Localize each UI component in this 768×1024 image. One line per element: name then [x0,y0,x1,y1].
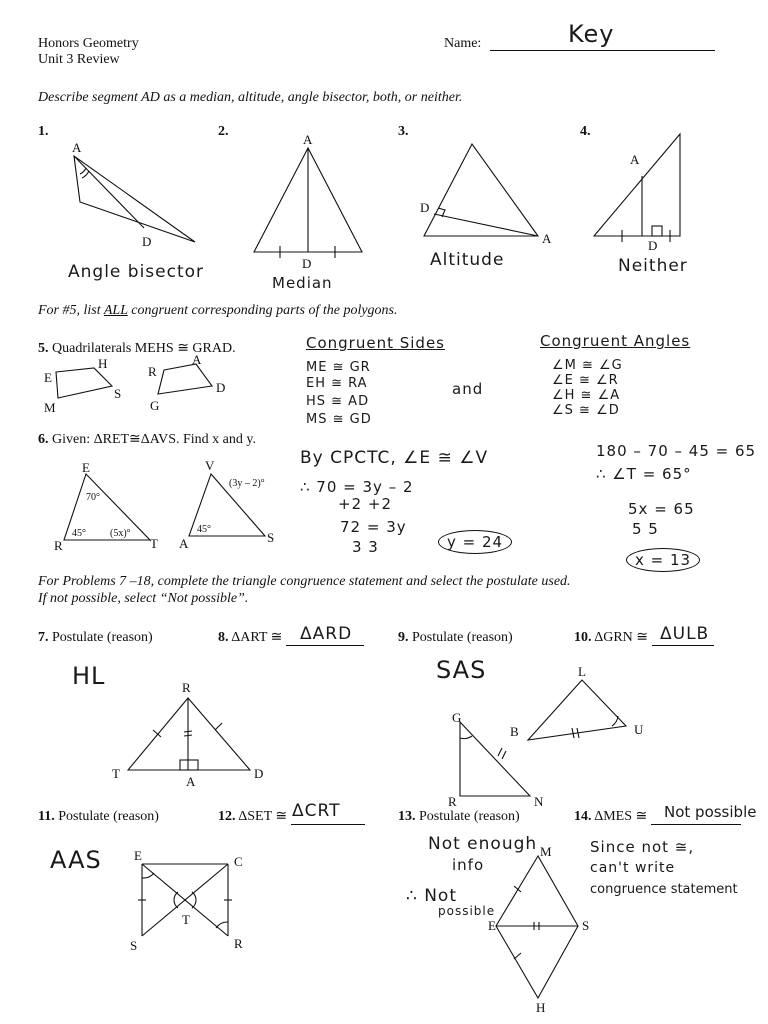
name-line [490,50,715,51]
p13-label-m: M [540,844,552,859]
p6-work-line-6: 180 – 70 – 45 = 65 [596,442,757,460]
p13-label-s: S [582,918,590,933]
p9-label: 9. Postulate (reason) [398,630,513,645]
p6-angle-r: 45° [72,528,86,539]
p5-angle-3: ∠H ≅ ∠A [552,388,621,403]
p9-answer: SAS [436,656,487,684]
p3-triangle-figure [420,140,550,250]
p5-angle-2: ∠E ≅ ∠R [552,373,619,388]
p5-angle-4: ∠S ≅ ∠D [552,403,620,418]
p3-number: 3. [398,124,409,139]
p5-label-d: D [216,380,226,395]
p11-label-r: R [234,936,243,951]
p2-answer: Median [272,274,333,292]
name-label: Name: [444,36,482,51]
p5-angle-1: ∠M ≅ ∠G [552,358,623,373]
p4-answer: Neither [618,256,688,276]
p5-and: and [452,380,484,398]
p3-label-a: A [542,231,552,246]
p6-angle-e: 70° [86,492,100,503]
name-value: Key [568,20,615,48]
p6-statement: 6. Given: ΔRET≅ΔAVS. Find x and y. [38,432,256,447]
p13-label-e: E [488,918,496,933]
p5-statement: 5. Quadrilaterals MEHS ≅ GRAD. [38,341,236,356]
p6-answer-y: y = 24 [438,530,512,554]
p12-label: 12. ΔSET ≅ [218,809,365,825]
p5-label-m: M [44,400,56,415]
section1-instruction: Describe segment AD as a median, altitude, angle bisector, both, or neither. [38,90,463,105]
p13-answer-line-4: possible [438,904,496,918]
p6-label-r: R [54,538,63,553]
p6-label-e: E [82,460,90,475]
p6-work-line-2: ∴ 70 = 3y – 2 [300,478,414,496]
p6-work-line-5: 3 3 [352,538,379,556]
p3-answer: Altitude [430,250,505,270]
p2-label-d: D [302,256,312,271]
p10-label-r: R [448,794,457,809]
p11-label-c: C [234,854,243,869]
p2-label-a: A [303,132,313,147]
p1-label-d: D [142,234,152,249]
p14-answer: Not possible [664,803,757,821]
p13-rhombus-figure [488,846,588,1014]
p11-answer: AAS [50,846,102,874]
p6-triangle-avs-figure [175,458,295,552]
p10-triangles-figure [440,664,660,814]
p10-label-b: B [510,724,519,739]
p6-angle-a: 45° [197,524,211,535]
p6-label-a: A [179,536,189,551]
p10-label: 10. ΔGRN ≅ [574,630,714,646]
p6-work-line-7: ∴ ∠T = 65° [596,465,692,483]
p10-answer: ΔULB [660,624,710,644]
p6-work-line-4: 72 = 3y [340,518,407,536]
p10-label-n: N [534,794,544,809]
p4-triangle-figure [590,130,700,253]
p8-answer: ΔARD [300,624,353,644]
p5-label-g: G [150,398,160,413]
p11-label-s: S [130,938,138,953]
p13-answer-line-1: Not enough [428,834,538,854]
p6-label-t: T [150,536,158,551]
p6-work-line-8: 5x = 65 [628,500,695,518]
p12-answer: ΔCRT [292,801,341,821]
p1-label-a: A [72,140,82,155]
p7-answer: HL [72,662,106,690]
p5-sides-title: Congruent Sides [306,334,445,352]
p6-label-v: V [205,458,215,473]
p13-answer-line-3: ∴ Not [406,886,458,906]
p7-label-r: R [182,680,191,695]
p5-label-s: S [114,386,122,401]
section3-line-1: For Problems 7 –18, complete the triangle congruence statement and select the postulate used. [38,574,571,589]
p14-note-line-3: congruence statement [590,882,738,897]
p5-angles-title: Congruent Angles [540,332,691,350]
p5-quadrilaterals-figure [40,352,280,416]
p13-label-h: H [536,1000,546,1015]
p14-note-line-2: can't write [590,860,676,876]
p6-triangle-ret-figure [50,462,170,552]
p11-label-e: E [134,848,142,863]
p1-triangle-figure [60,140,200,260]
p5-label-a: A [192,352,202,367]
p6-work-line-9: 5 5 [632,520,659,538]
p5-side-2: EH ≅ RA [306,376,368,391]
p13-label: 13. Postulate (reason) [398,809,520,824]
p5-label-r: R [148,364,157,379]
p5-label-e: E [44,370,52,385]
p7-label-t: T [112,766,120,781]
p5-label-h: H [98,356,108,371]
p10-label-g: G [452,710,462,725]
p3-label-d: D [420,200,430,215]
p6-work-line-3: +2 +2 [338,495,392,513]
p1-number: 1. [38,124,49,139]
p8-label: 8. ΔART ≅ [218,630,364,646]
section3-line-2: If not possible, select “Not possible”. [38,591,249,606]
p6-angle-t: (5x)° [110,528,131,539]
p2-number: 2. [218,124,229,139]
course-title: Honors Geometry [38,36,139,51]
section2-instruction: For #5, list ALL congruent corresponding parts of the polygons. [38,303,398,318]
p10-label-u: U [634,722,644,737]
p5-side-4: MS ≅ GD [306,412,372,427]
p1-answer: Angle bisector [68,262,205,282]
p13-answer-line-2: info [452,856,485,874]
p7-label-d: D [254,766,264,781]
p5-side-1: ME ≅ GR [306,360,371,375]
p2-triangle-figure [250,130,370,271]
p11-label: 11. Postulate (reason) [38,809,159,824]
unit-title: Unit 3 Review [38,52,120,67]
p7-label: 7. Postulate (reason) [38,630,153,645]
p6-label-s: S [267,530,275,545]
p14-note-line-1: Since not ≅, [590,838,695,856]
p7-triangle-figure [112,680,272,790]
p6-angle-v: (3y – 2)° [229,478,265,489]
p4-number: 4. [580,124,591,139]
p6-work-line-1: By CPCTC, ∠E ≅ ∠V [300,448,489,468]
p10-label-l: L [578,664,586,679]
p4-label-d: D [648,238,658,253]
p7-label-a: A [186,774,196,789]
p14-label: 14. ΔMES ≅ [574,809,741,825]
p4-label-a: A [630,152,640,167]
p5-side-3: HS ≅ AD [306,394,370,409]
p11-label-t: T [182,912,190,927]
p6-answer-x: x = 13 [626,548,700,572]
p11-bowtie-figure [126,848,250,956]
